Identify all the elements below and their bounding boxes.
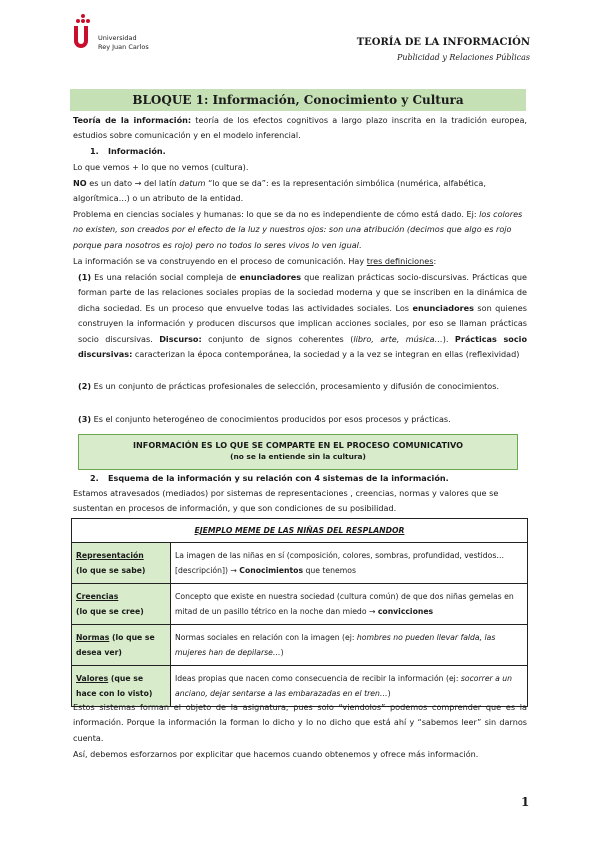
paragraph-6: Estos sistemas forman el objeto de la asignatura, pues solo “viendolos” podemos comprender que es la información. Porque la información la forman lo dicho y lo no dicho que está ahí y “sabemos leer” sin darnos cuenta. <box>73 702 527 743</box>
paragraph-1: Lo que vemos + lo que no vemos (cultura). <box>73 162 249 172</box>
intro-term: Teoría de la información: <box>73 115 192 125</box>
row-content: Ideas propias que nacen como consecuencia de recibir la información (ej: socorrer a un anciano, dejar sentarse a las embarazadas en el tren…) <box>171 666 528 707</box>
logo-icon <box>72 14 96 54</box>
logo-line2: Rey Juan Carlos <box>98 43 149 51</box>
definition-1: (1) Es una relación social compleja de enunciadores que realizan prácticas socio-discursivas. Prácticas que forman parte de las relaciones sociales propias de la sociedad moderna y que se inscriben en la dinámica de dicha sociedad. Es un proceso que envuelve todas las actividades sociales. Los enunciadores son quienes construyen la información y producen discursos que implican acciones sociales, por eso se llaman prácticas socio discursivas. Discurso: conjunto de signos coherentes (libro, arte, música…). Prácticas socio discursivas: caracterizan la época contemporánea, la sociedad y a la vez se integran en ellas (reflexividad) <box>78 272 528 360</box>
row-content: Concepto que existe en nuestra sociedad (cultura común) de que dos niñas gemelas en mitad de un pasillo tétrico en la noche dan miedo → convicciones <box>171 584 528 625</box>
meme-table <box>71 518 528 707</box>
row-label: Normas (lo que se desea ver) <box>72 625 171 666</box>
header-subtitle: Publicidad y Relaciones Públicas <box>396 53 530 62</box>
intro-text: teoría de los efectos cognitivos a largo plazo inscrita en la tradición europea, estudios sobre comunicación y en el modelo inferencial. <box>73 115 527 141</box>
row-content: Normas sociales en relación con la imagen (ej: hombres no pueden llevar falda, las mujeres han de depilarse…) <box>171 625 528 666</box>
paragraph-3: Problema en ciencias sociales y humanas: lo que se da no es independiente de cómo está dado. Ej: los colores no existen, son creados por el efecto de la luz y nuestros ojos: son una atribución (decimos que algo es rojo porque para nosotros es rojo) pero no todos lo seres vivos lo ven igual. <box>73 209 523 250</box>
table-row <box>72 584 528 625</box>
section-2-heading: 2. Esquema de la información y su relación con 4 sistemas de la información. <box>90 473 449 483</box>
table-row <box>72 543 528 584</box>
intro-paragraph <box>73 113 527 144</box>
paragraph-4: La información se va construyendo en el proceso de comunicación. Hay tres definiciones: <box>73 256 437 266</box>
row-label: Creencias (lo que se cree) <box>72 584 171 625</box>
callout-line1: INFORMACIÓN ES LO QUE SE COMPARTE EN EL PROCESO COMUNICATIVO <box>133 440 463 450</box>
info-callout <box>78 434 518 470</box>
logo-line1: Universidad <box>98 34 137 42</box>
definition-2: (2) Es un conjunto de prácticas profesionales de selección, procesamiento y difusión de conocimientos. <box>78 381 500 391</box>
table-row <box>72 625 528 666</box>
paragraph-7: Así, debemos esforzarnos por explicitar que hacemos cuando obtenemos y ofrece más información. <box>73 749 479 759</box>
header-title: TEORÍA DE LA INFORMACIÓN <box>356 37 530 48</box>
row-label: Representación (lo que se sabe) <box>72 543 171 584</box>
paragraph-5: Estamos atravesados (mediados) por sistemas de representaciones , creencias, normas y valores que se sustentan en procesos de información, y que son condiciones de su posibilidad. <box>73 488 499 514</box>
university-logo <box>72 14 162 56</box>
row-label: Valores (que se hace con lo visto) <box>72 666 171 707</box>
paragraph-2: NO es un dato → del latín datum “lo que se da”: es la representación simbólica (numérica, alfabética, algorítmica…) o un atributo de la entidad. <box>73 178 486 204</box>
definition-3: (3) Es el conjunto heterogéneo de conocimientos producidos por esos procesos y prácticas. <box>78 414 451 424</box>
table-header: EJEMPLO MEME DE LAS NIÑAS DEL RESPLANDOR <box>72 519 528 543</box>
table-header-row <box>72 519 528 543</box>
page-number: 1 <box>521 795 530 809</box>
callout-line2: (no se la entiende sin la cultura) <box>230 452 366 461</box>
section-1-heading: 1. Información. <box>90 146 166 156</box>
block-title: BLOQUE 1: Información, Conocimiento y Cultura <box>70 89 526 111</box>
row-content: La imagen de las niñas en sí (composición, colores, sombras, profundidad, vestidos… [descripción]) → Conocimientos que tenemos <box>171 543 528 584</box>
